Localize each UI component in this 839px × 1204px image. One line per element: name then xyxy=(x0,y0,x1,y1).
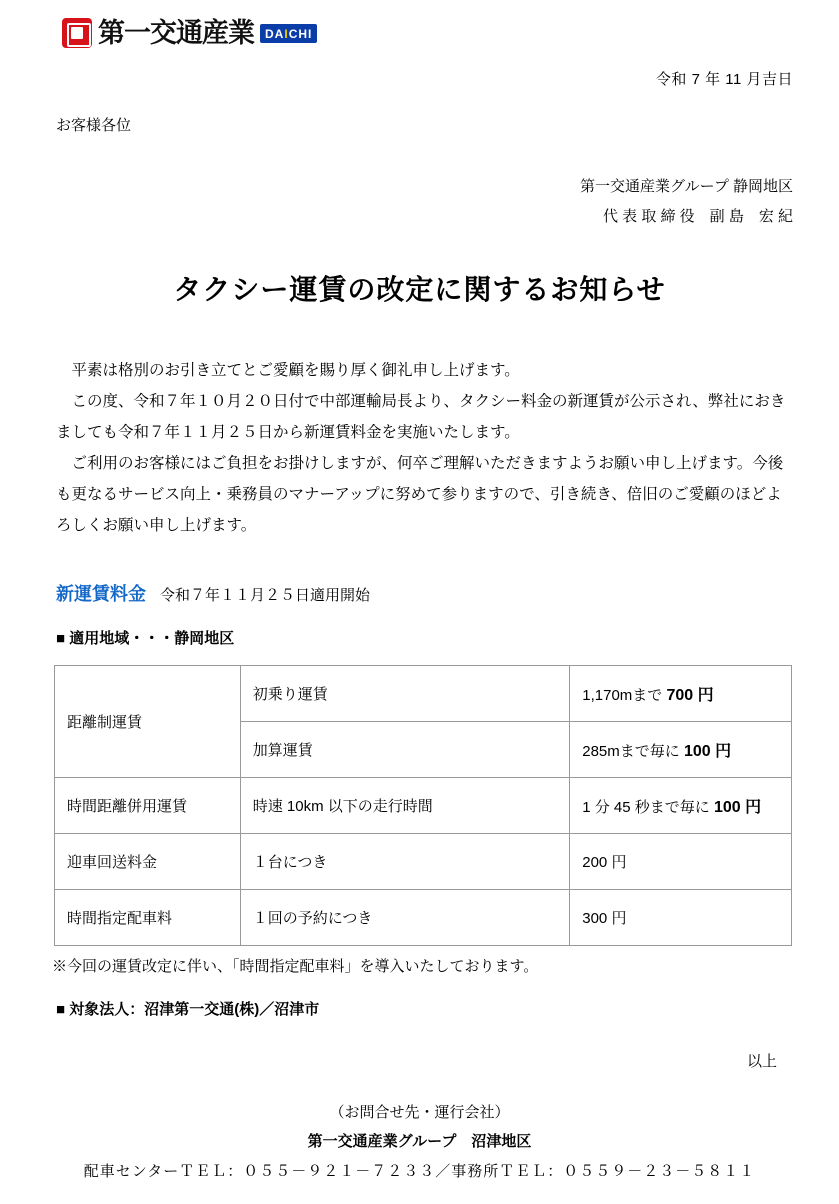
badge-right: CHI xyxy=(288,26,313,41)
closing-mark: 以上 xyxy=(746,1053,777,1070)
sender-title: 代 表 取 締 役 副 島 宏 紀 xyxy=(602,208,793,225)
fare-item: 加算運賃 xyxy=(240,722,570,778)
body-paragraph-3: ご利用のお客様にはご負担をお掛けしますが、何卒ご理解いただきますようお願い申し上げます。今後も更なるサービス向上・乗務員のマナーアップに努めて参りますので、引き続き、倍旧のご愛顧のほどよろしくお願い申し上げます。 xyxy=(56,455,784,534)
body-paragraph-1: 平素は格別のお引き立てとご愛顧を賜り厚く御礼申し上げます。 xyxy=(71,362,520,379)
footer-company: 第一交通産業グループ 沼津地区 xyxy=(307,1133,532,1151)
badge-mid: I xyxy=(284,26,289,41)
footer-contact-label: （お問合せ先・運行会社） xyxy=(329,1104,510,1121)
fare-category: 時間指定配車料 xyxy=(55,890,241,946)
fare-category: 迎車回送料金 xyxy=(55,834,241,890)
fare-item: 時速 10km 以下の走行時間 xyxy=(240,778,570,834)
fare-category: 時間距離併用運賃 xyxy=(55,778,241,834)
table-row xyxy=(55,778,792,834)
badge-left: DA xyxy=(265,26,285,41)
body-paragraph-2: この度、令和７年１０月２０日付で中部運輸局長より、タクシー料金の新運賃が公示され、弊社におきましても令和７年１１月２５日から新運賃料金を実施いたします。 xyxy=(56,393,786,441)
fare-note: ※今回の運賃改定に伴い、「時間指定配車料」を導入いたしております。 xyxy=(52,958,539,975)
fare-table xyxy=(54,665,792,946)
sender-block xyxy=(580,172,793,232)
table-row xyxy=(55,834,792,890)
table-row xyxy=(55,666,792,722)
fare-item: 初乗り運賃 xyxy=(240,666,570,722)
fare-value-text: 285mまで毎に xyxy=(582,743,684,760)
fare-value-amount: 100 円 xyxy=(713,799,762,816)
fare-value-text: 1,170mまで xyxy=(582,687,667,704)
daiichi-badge xyxy=(260,24,317,43)
target-company-line: ■ 対象法人：沼津第一交通(株)／沼津市 xyxy=(56,1001,320,1018)
fare-value xyxy=(570,834,792,890)
fare-region-line: ■ 適用地域・・・静岡地区 xyxy=(56,630,235,647)
company-logo xyxy=(62,18,317,48)
footer-phone: 配車センターＴＥＬ：０５５－９２１－７２３３／事務所ＴＥＬ：０５５９－２３－５８１１ xyxy=(83,1162,756,1180)
fare-section-heading xyxy=(56,580,370,606)
body-copy xyxy=(56,355,793,541)
fare-value xyxy=(570,778,792,834)
fare-value-text: 200 円 xyxy=(582,854,627,871)
page-title: タクシー運賃の改定に関するお知らせ xyxy=(173,274,666,305)
fare-value-text: 1 分 45 秒まで毎に xyxy=(582,799,714,816)
table-row xyxy=(55,890,792,946)
footer-block xyxy=(0,1098,839,1186)
fare-item: １回の予約につき xyxy=(240,890,570,946)
daiichi-emblem-icon xyxy=(62,18,92,48)
addressee: お客様各位 xyxy=(56,117,132,134)
fare-value xyxy=(570,666,792,722)
fare-value xyxy=(570,722,792,778)
fare-value xyxy=(570,890,792,946)
fare-heading-sub: 令和７年１１月２５日適用開始 xyxy=(160,587,371,604)
fare-category: 距離制運賃 xyxy=(55,666,241,778)
fare-value-text: 300 円 xyxy=(582,910,627,927)
fare-heading-main: 新運賃料金 xyxy=(56,584,146,604)
fare-item: １台につき xyxy=(240,834,570,890)
document-date: 令和 7 年 11 月吉日 xyxy=(655,71,793,88)
fare-value-amount: 100 円 xyxy=(683,743,732,760)
logo-company-name: 第一交通産業 xyxy=(98,17,254,48)
fare-value-amount: 700 円 xyxy=(666,687,714,704)
sender-group: 第一交通産業グループ 静岡地区 xyxy=(580,178,793,195)
